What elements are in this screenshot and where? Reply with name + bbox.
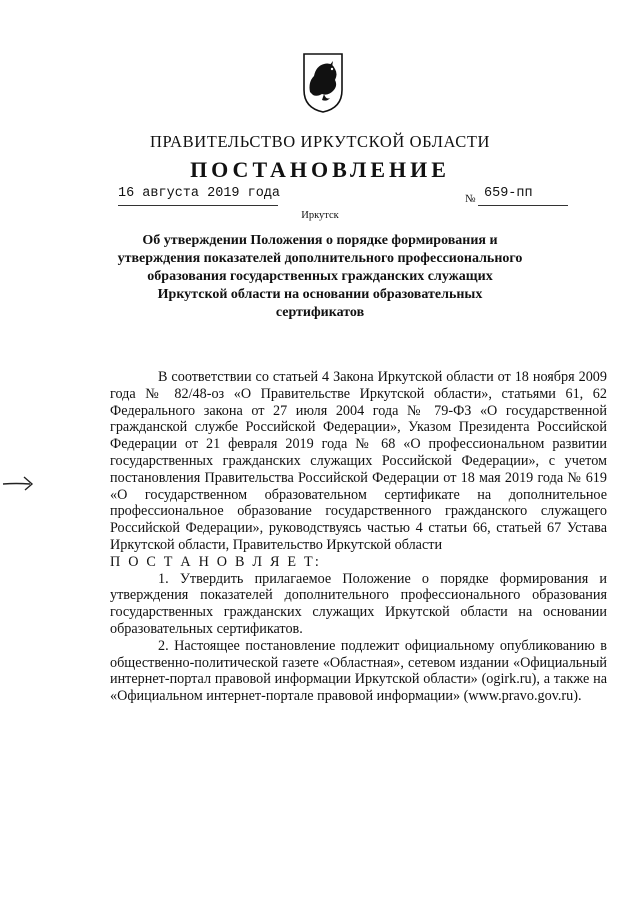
decree-word: П О С Т А Н О В Л Я Е Т: — [110, 553, 321, 570]
item-2-paragraph: 2. Настоящее постановление подлежит официальному опубликованию в общественно-политической газете «Областная», сетевом издании «Официальный интернет-портал правовой информации Иркутской области» (ogirk.ru), а также на «Официальном интернет-портале правовой информации» (www.pravo.gov.ru). — [110, 637, 607, 705]
document-type-heading: ПОСТАНОВЛЕНИЕ — [190, 157, 450, 182]
city-label: Иркутск — [301, 210, 339, 221]
document-date: 16 августа 2019 года — [118, 186, 281, 201]
preamble-paragraph: В соответствии со статьей 4 Закона Иркутской области от 18 ноября 2009 года № 82/48-оз «О Правительстве Иркутской области», статьями 61, 62 Федерального закона от 27 июля 2004 года № 79-ФЗ «О государственной гражданской службе Российской Федерации», Указом Президента Российской Федерации от 21 февраля 2019 года № 68 «О профессиональном развитии государственных гражданских служащих Российской Федерации», с учетом постановления Правительства Российской Федерации от 18 мая 2019 года № 619 «О государственном образовательном сертификате на дополнительное профессиональное образование государственного гражданского служащего Российской Федерации», руководствуясь частью 4 статьи 66, статьей 67 Устава Иркутской области, Правительство Иркутской области — [110, 369, 607, 553]
number-sign: № — [465, 193, 476, 205]
coat-of-arms-icon — [302, 52, 344, 114]
handwritten-arrow-icon — [2, 474, 36, 492]
government-heading: ПРАВИТЕЛЬСТВО ИРКУТСКОЙ ОБЛАСТИ — [149, 132, 491, 151]
document-title: Об утверждении Положения о порядке формирования и утверждения показателей дополнительного профессионального образования государственных гражданских служащих Иркутской области на основании образовательных сертификатов — [117, 233, 523, 320]
item-1-paragraph: 1. Утвердить прилагаемое Положение о порядке формирования и утверждения показателей дополнительного профессионального образования государственных гражданских служащих Иркутской области на основании образовательных сертификатов. — [110, 570, 607, 637]
date-underline — [118, 205, 278, 206]
number-underline — [478, 205, 568, 206]
document-number: 659-пп — [484, 186, 533, 201]
document-body — [110, 369, 607, 705]
